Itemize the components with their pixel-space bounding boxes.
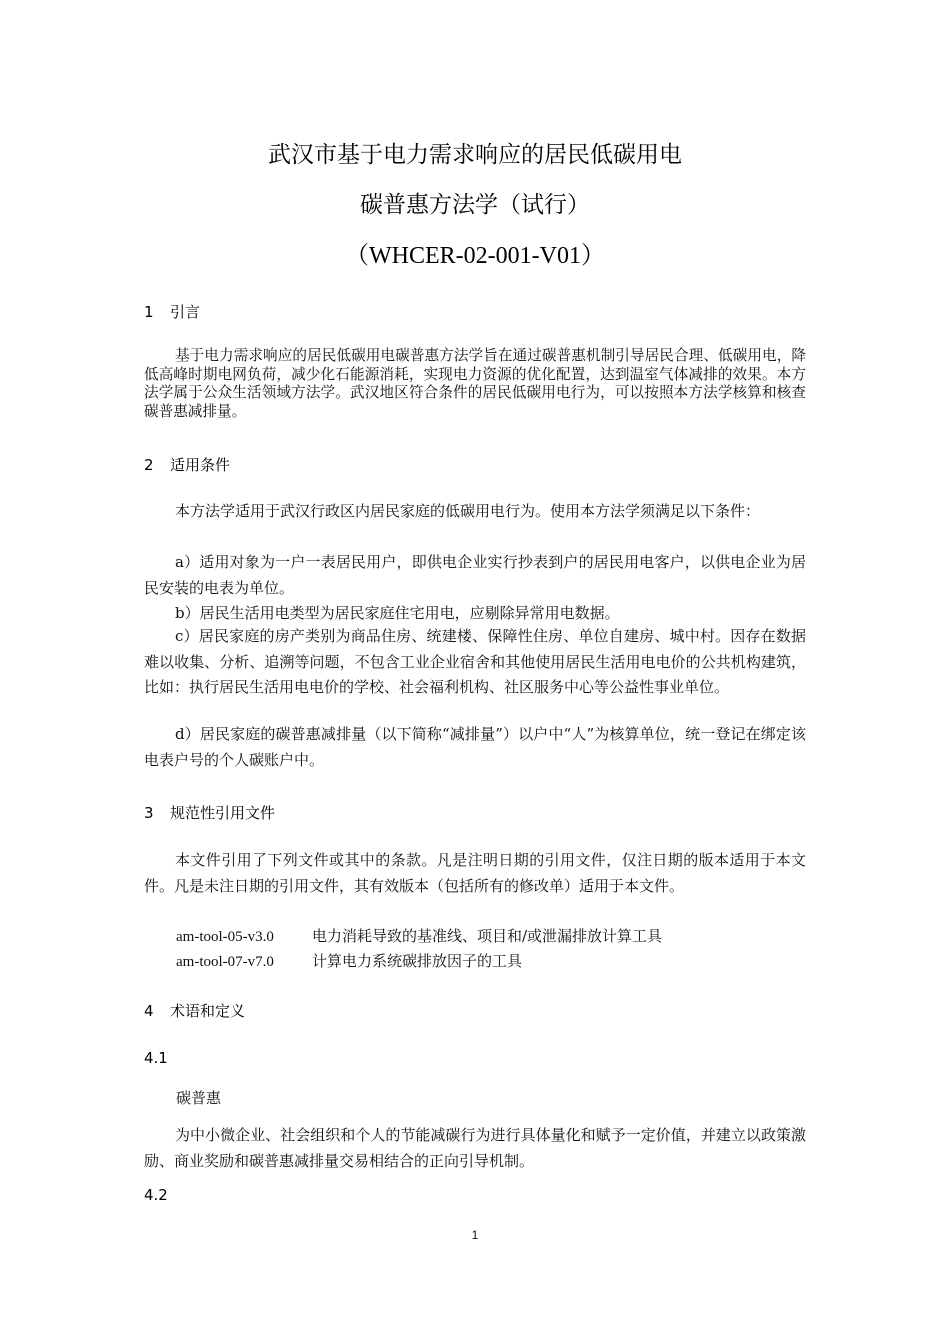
- condition-d: d）居民家庭的碳普惠减排量（以下简称“减排量”）以户中“人”为核算单位，统一登记在绑定该电表户号的个人碳账户中。: [144, 725, 806, 769]
- section-3-paragraph: 本文件引用了下列文件或其中的条款。凡是注明日期的引用文件，仅注日期的版本适用于本文件。凡是未注日期的引用文件，其有效版本（包括所有的修改单）适用于本文件。: [144, 851, 806, 895]
- section-title: 适用条件: [170, 456, 231, 474]
- term-definition: 为中小微企业、社会组织和个人的节能减碳行为进行具体量化和赋予一定价值，并建立以政策激励、商业奖励和碳普惠减排量交易相结合的正向引导机制。: [144, 1126, 806, 1170]
- doc-title-code: （WHCER-02-001-V01）: [345, 243, 605, 269]
- section-2-heading: [144, 454, 230, 475]
- term-title: 碳普惠: [176, 1089, 222, 1107]
- section-2-intro: 本方法学适用于武汉行政区内居民家庭的低碳用电行为。使用本方法学须满足以下条件：: [175, 502, 761, 520]
- section-number: 4: [144, 1002, 154, 1020]
- section-number: 3: [144, 804, 154, 822]
- section-1-paragraph: 基于电力需求响应的居民低碳用电碳普惠方法学旨在通过碳普惠机制引导居民合理、低碳用电，降低高峰时期电网负荷，减少化石能源消耗，实现电力资源的优化配置，达到温室气体减排的效果。本方法学属于公众生活领域方法学。武汉地区符合条件的居民低碳用电行为，可以按照本方法学核算和核查碳普惠减排量。: [144, 347, 806, 420]
- subsection-4-2-number: 4.2: [144, 1186, 168, 1204]
- section-4-heading: [144, 1000, 245, 1021]
- section-title: 术语和定义: [170, 1002, 246, 1020]
- reference-code: am-tool-07-v7.0: [176, 954, 274, 970]
- section-number: 1: [144, 303, 154, 321]
- condition-c: c）居民家庭的房产类别为商品住房、统建楼、保障性住房、单位自建房、城中村。因存在数据难以收集、分析、追溯等问题，不包含工业企业宿舍和其他使用居民生活用电电价的公共机构建筑，比如：执行居民生活用电电价的学校、社会福利机构、社区服务中心等公益性事业单位。: [144, 627, 806, 696]
- reference-item: [176, 925, 662, 946]
- condition-b: b）居民生活用电类型为居民家庭住宅用电，应剔除异常用电数据。: [175, 604, 620, 622]
- section-title: 规范性引用文件: [170, 804, 276, 822]
- reference-name: 电力消耗导致的基准线、项目和/或泄漏排放计算工具: [312, 927, 663, 945]
- condition-a: a）适用对象为一户一表居民用户，即供电企业实行抄表到户的居民用电客户，以供电企业为居民安装的电表为单位。: [144, 553, 806, 597]
- reference-item: [176, 950, 522, 971]
- subsection-4-1-number: 4.1: [144, 1049, 168, 1067]
- doc-title-line2: 碳普惠方法学（试行）: [360, 192, 590, 218]
- section-1-heading: [144, 301, 200, 322]
- section-title: 引言: [170, 303, 201, 321]
- section-number: 2: [144, 456, 154, 474]
- reference-name: 计算电力系统碳排放因子的工具: [312, 952, 523, 970]
- page-number: 1: [471, 1228, 479, 1242]
- doc-title-line1: 武汉市基于电力需求响应的居民低碳用电: [268, 142, 682, 168]
- reference-code: am-tool-05-v3.0: [176, 929, 274, 945]
- section-3-heading: [144, 802, 275, 823]
